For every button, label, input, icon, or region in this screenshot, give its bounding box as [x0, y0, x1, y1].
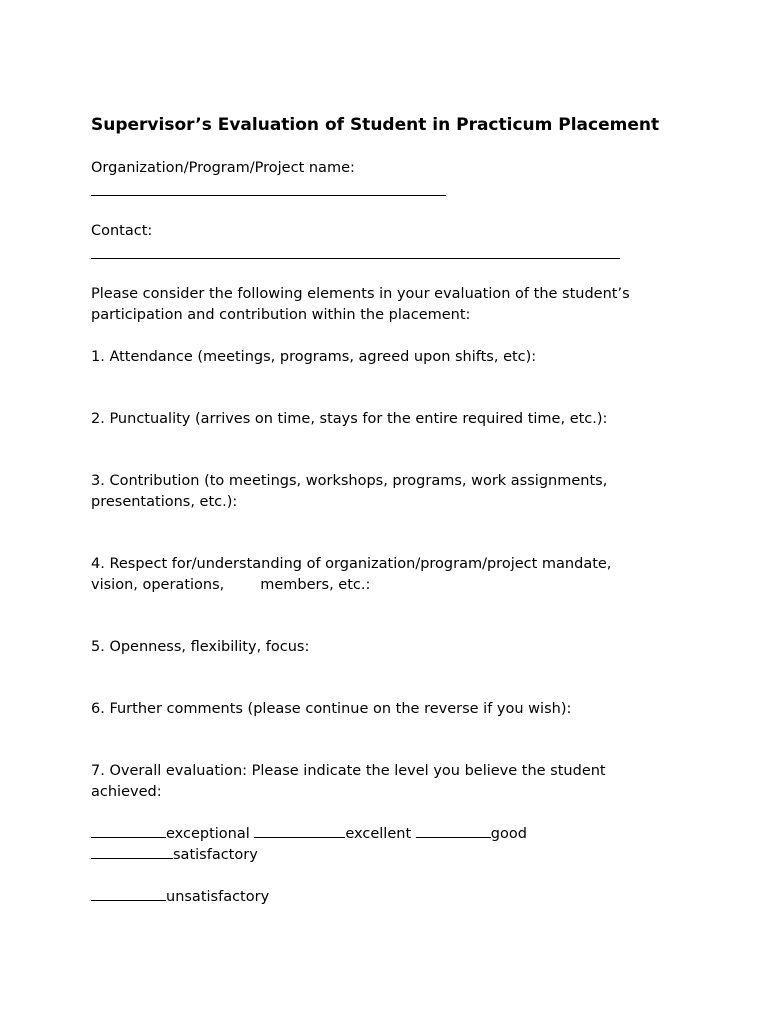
- item-respect-line1: 4. Respect for/understanding of organization/program/project mandate,: [91, 556, 612, 572]
- rating-unsatisfactory[interactable]: unsatisfactory: [91, 887, 269, 908]
- item-contribution: 3. Contribution (to meetings, workshops, programs, work assignments, presentations, etc.):: [91, 473, 608, 510]
- item-respect-line2: [91, 575, 691, 596]
- rating-row-1: [91, 824, 691, 845]
- rating-row-3: [91, 887, 691, 908]
- item-respect: [91, 554, 691, 596]
- evaluation-form: [91, 113, 691, 908]
- org-name-line[interactable]: [91, 179, 691, 200]
- item-respect-part-a: vision, operations,: [91, 577, 225, 593]
- item-punctuality: 2. Punctuality (arrives on time, stays for the entire required time, etc.):: [91, 411, 608, 427]
- item-overall-evaluation: 7. Overall evaluation: Please indicate the level you believe the student achieved:: [91, 763, 606, 800]
- rating-exceptional[interactable]: exceptional: [91, 824, 250, 845]
- form-title: Supervisor’s Evaluation of Student in Practicum Placement: [91, 115, 660, 135]
- org-label: Organization/Program/Project name:: [91, 160, 355, 176]
- item-attendance: 1. Attendance (meetings, programs, agreed upon shifts, etc):: [91, 349, 537, 365]
- contact-label: Contact:: [91, 223, 153, 239]
- item-respect-part-b: members, etc.:: [260, 577, 371, 593]
- intro-text: Please consider the following elements in your evaluation of the student’s participation and contribution within the placement:: [91, 286, 630, 323]
- rating-good[interactable]: good: [416, 824, 527, 845]
- rating-row-2: [91, 845, 691, 866]
- contact-line[interactable]: [91, 242, 691, 263]
- rating-satisfactory[interactable]: satisfactory: [91, 845, 258, 866]
- item-openness: 5. Openness, flexibility, focus:: [91, 639, 310, 655]
- item-further-comments: 6. Further comments (please continue on the reverse if you wish):: [91, 701, 572, 717]
- rating-excellent[interactable]: excellent: [254, 824, 411, 845]
